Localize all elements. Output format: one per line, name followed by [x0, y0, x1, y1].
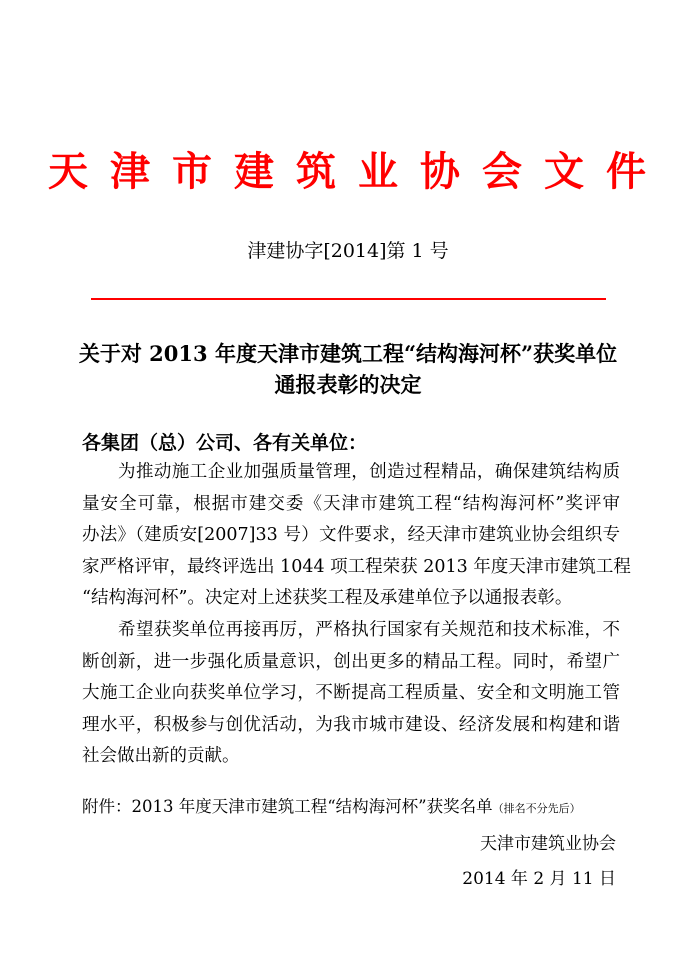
paragraph-line: 希望获奖单位再接再厉，严格执行国家有关规范和技术标准，不: [118, 619, 620, 640]
paragraph-line: 办法》（建质安[2007]33 号）文件要求，经天津市建筑业协会组织专: [82, 525, 620, 546]
paragraph-2: [82, 615, 620, 773]
paragraph-line: 家严格评审，最终评选出 1044 项工程荣获 2013 年度天津市建筑工程: [82, 556, 631, 577]
document-number: 津建协字[2014]第 1 号: [247, 240, 449, 262]
document-body: [82, 457, 631, 773]
paragraph-line: 社会做出新的贡献。: [82, 746, 240, 767]
paragraph-line: 理水平，积极参与创优活动，为我市城市建设、经济发展和构建和谐: [82, 714, 620, 735]
issue-date: 2014 年 2 月 11 日: [462, 869, 616, 889]
title-line-1: 关于对 2013 年度天津市建筑工程“结构海河杯”获奖单位: [78, 341, 618, 366]
paragraph-line: 为推动施工企业加强质量管理，创造过程精品，确保建筑结构质: [118, 462, 620, 482]
attachment-note: （排名不分先后）: [492, 802, 581, 815]
red-divider-line: [91, 298, 606, 300]
paragraph-line: 大施工企业向获奖单位学习，不断提高工程质量、安全和文明施工管: [82, 683, 620, 704]
issuer-signature: 天津市建筑业协会: [480, 834, 616, 854]
title-line-2: 通报表彰的决定: [274, 372, 422, 397]
paragraph-line: 断创新，进一步强化质量意识，创出更多的精品工程。同时，希望广: [82, 651, 620, 672]
document-title: [60, 338, 636, 400]
paragraph-line: 量安全可靠，根据市建交委《天津市建筑工程“结构海河杯”奖评审: [82, 493, 620, 514]
attachment-text: 附件：2013 年度天津市建筑工程“结构海河杯”获奖名单: [82, 797, 493, 816]
document-header-title: 天津市建筑业协会文件: [48, 148, 668, 195]
paragraph-line: “结构海河杯”。决定对上述获奖工程及承建单位予以通报表彰。: [82, 588, 573, 609]
attachment-line: [82, 793, 581, 817]
paragraph-1: [82, 457, 631, 615]
salutation: 各集团（总）公司、各有关单位：: [82, 432, 368, 454]
